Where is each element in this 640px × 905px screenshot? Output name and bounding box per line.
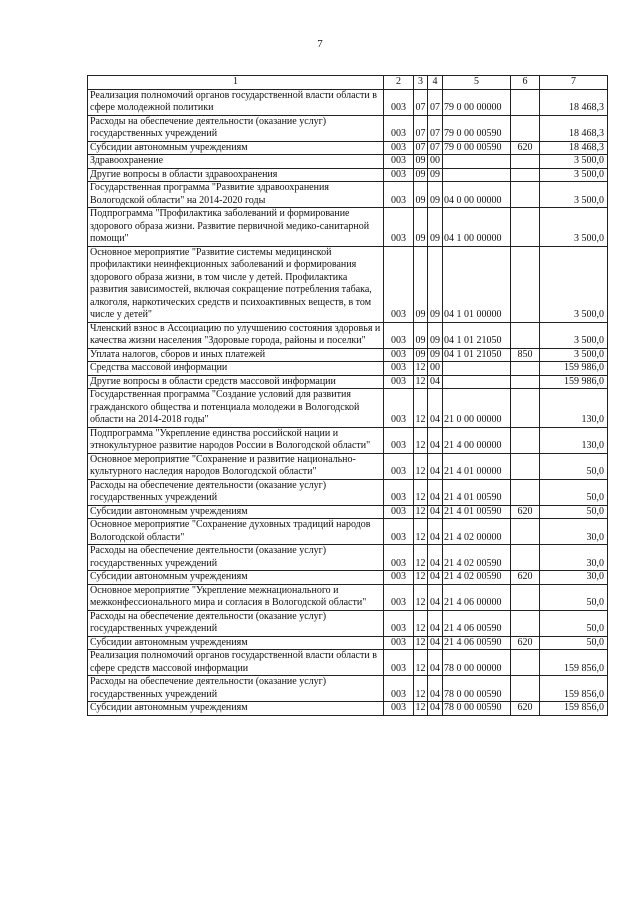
table-row [88, 571, 608, 585]
subsection-cell: 04 [428, 519, 443, 545]
amount-cell: 3 500,0 [540, 246, 608, 322]
section-cell: 12 [414, 519, 428, 545]
subsection-cell: 09 [428, 246, 443, 322]
subsection-cell: 04 [428, 479, 443, 505]
section-cell: 12 [414, 453, 428, 479]
expense-type-cell [511, 246, 540, 322]
target-article-cell: 21 4 06 00590 [443, 610, 511, 636]
row-name-cell: Субсидии автономным учреждениям [88, 571, 384, 585]
admin-code-cell: 003 [384, 155, 414, 169]
subsection-cell: 07 [428, 89, 443, 115]
admin-code-cell: 003 [384, 545, 414, 571]
amount-cell: 50,0 [540, 636, 608, 650]
target-article-cell [443, 155, 511, 169]
row-name-cell: Другие вопросы в области здравоохранения [88, 168, 384, 182]
table-row [88, 182, 608, 208]
section-cell: 09 [414, 246, 428, 322]
row-name-cell: Подпрограмма "Профилактика заболеваний и формирование здорового образа жизни. Развитие первичной медико-санитарной помощи" [88, 208, 384, 247]
amount-cell: 3 500,0 [540, 322, 608, 348]
header-col-5: 5 [443, 76, 511, 90]
table-row [88, 584, 608, 610]
section-cell: 12 [415, 375, 426, 387]
subsection-cell: 04 [428, 389, 443, 428]
target-article-cell: 79 0 00 00590 [443, 141, 511, 155]
row-name-cell: Реализация полномочий органов государственной власти области в сфере молодежной политики [88, 89, 384, 115]
section-cell: 07 [415, 141, 426, 153]
admin-code-cell: 003 [384, 453, 414, 479]
target-article-cell: 79 0 00 00000 [443, 89, 511, 115]
header-col-2: 2 [384, 76, 414, 90]
target-article-cell: 79 0 00 00590 [443, 115, 511, 141]
table-row [88, 89, 608, 115]
section-cell: 12 [414, 427, 428, 453]
table-row [88, 168, 608, 182]
row-name-cell: Основное мероприятие "Сохранение и развитие национально-культурного наследия народов Вологодской области" [88, 453, 384, 479]
admin-code-cell: 003 [384, 676, 414, 702]
target-article-cell: 21 4 00 00000 [443, 427, 511, 453]
row-name-cell: Основное мероприятие "Сохранение духовных традиций народов Вологодской области" [88, 519, 384, 545]
amount-cell: 159 986,0 [540, 362, 608, 376]
section-cell: 09 [415, 168, 426, 180]
table-row [88, 115, 608, 141]
section-cell: 09 [415, 155, 426, 166]
row-name-cell: Расходы на обеспечение деятельности (оказание услуг) государственных учреждений [88, 676, 384, 702]
row-name-cell: Субсидии автономным учреждениям [88, 505, 384, 519]
table-row [88, 208, 608, 247]
target-article-cell: 78 0 00 00590 [443, 702, 511, 716]
row-name-cell: Расходы на обеспечение деятельности (оказание услуг) государственных учреждений [88, 610, 384, 636]
admin-code-cell: 003 [384, 115, 414, 141]
expense-type-cell [511, 89, 540, 115]
section-cell: 12 [415, 571, 426, 582]
admin-code-cell: 003 [384, 505, 414, 519]
target-article-cell: 04 1 00 00000 [443, 208, 511, 247]
admin-code-cell: 003 [384, 702, 414, 716]
row-name-cell: Членский взнос в Ассоциацию по улучшению состояния здоровья и качества жизни населения "Здоровые города, районы и поселки" [88, 322, 384, 348]
section-cell: 12 [415, 702, 426, 713]
subsection-cell: 04 [428, 650, 443, 676]
section-cell: 12 [415, 636, 426, 648]
expense-type-cell [511, 479, 540, 505]
row-name-cell: Другие вопросы в области средств массовой информации [88, 375, 384, 389]
subsection-cell: 04 [428, 702, 443, 716]
admin-code-cell: 003 [384, 322, 414, 348]
subsection-cell: 00 [428, 155, 443, 169]
header-row [88, 76, 608, 90]
section-cell: 09 [414, 208, 428, 247]
admin-code-cell: 003 [384, 584, 414, 610]
subsection-cell: 09 [428, 208, 443, 247]
amount-cell: 3 500,0 [540, 168, 608, 182]
table-row [88, 636, 608, 650]
table-row [88, 519, 608, 545]
table-row [88, 702, 608, 716]
target-article-cell: 04 1 01 21050 [443, 322, 511, 348]
admin-code-cell: 003 [384, 246, 414, 322]
admin-code-cell: 003 [384, 208, 414, 247]
section-cell: 12 [415, 362, 426, 373]
admin-code-cell: 003 [384, 519, 414, 545]
amount-cell: 30,0 [540, 571, 608, 585]
target-article-cell: 04 1 01 00000 [443, 246, 511, 322]
subsection-cell: 04 [428, 584, 443, 610]
amount-cell: 50,0 [540, 453, 608, 479]
target-article-cell: 21 4 06 00590 [443, 636, 511, 650]
expense-type-cell [511, 610, 540, 636]
table-row [88, 650, 608, 676]
row-name-cell: Реализация полномочий органов государственной власти области в сфере средств массовой информации [88, 650, 384, 676]
subsection-cell: 04 [428, 375, 443, 389]
subsection-cell: 09 [428, 168, 443, 182]
row-name-cell: Субсидии автономным учреждениям [88, 702, 384, 716]
expense-type-cell [511, 676, 540, 702]
header-col-7: 7 [540, 76, 608, 90]
target-article-cell: 21 0 00 00000 [443, 389, 511, 428]
row-name-cell: Расходы на обеспечение деятельности (оказание услуг) государственных учреждений [88, 479, 384, 505]
subsection-cell: 04 [428, 571, 443, 585]
amount-cell: 3 500,0 [540, 348, 608, 362]
subsection-cell: 04 [428, 505, 443, 519]
section-cell: 07 [414, 89, 428, 115]
amount-cell: 159 856,0 [540, 702, 608, 716]
target-article-cell [443, 362, 511, 376]
row-name-cell: Средства массовой информации [88, 362, 384, 376]
table-row [88, 427, 608, 453]
expense-type-cell [511, 208, 540, 247]
expense-type-cell: 850 [511, 348, 540, 362]
expense-type-cell: 620 [511, 571, 540, 585]
expense-type-cell [511, 362, 540, 376]
subsection-cell: 09 [428, 348, 443, 362]
expense-type-cell: 620 [511, 702, 540, 716]
section-cell: 09 [414, 322, 428, 348]
amount-cell: 18 468,3 [540, 89, 608, 115]
section-cell: 09 [415, 348, 426, 360]
subsection-cell: 09 [428, 182, 443, 208]
admin-code-cell: 003 [384, 427, 414, 453]
subsection-cell: 04 [428, 545, 443, 571]
subsection-cell: 04 [428, 636, 443, 650]
target-article-cell: 21 4 01 00590 [443, 505, 511, 519]
admin-code-cell: 003 [384, 182, 414, 208]
section-cell: 12 [414, 676, 428, 702]
target-article-cell: 78 0 00 00000 [443, 650, 511, 676]
table-row [88, 141, 608, 155]
expense-type-cell [511, 389, 540, 428]
target-article-cell [443, 168, 511, 182]
admin-code-cell: 003 [384, 610, 414, 636]
amount-cell: 159 986,0 [540, 375, 608, 389]
table-row [88, 322, 608, 348]
table-body [88, 89, 608, 715]
row-name-cell: Государственная программа "Развитие здравоохранения Вологодской области" на 2014-2020 годы [88, 182, 384, 208]
admin-code-cell: 003 [384, 375, 414, 389]
amount-cell: 159 856,0 [540, 676, 608, 702]
amount-cell: 130,0 [540, 389, 608, 428]
target-article-cell: 21 4 01 00590 [443, 479, 511, 505]
expense-type-cell [511, 155, 540, 169]
row-name-cell: Расходы на обеспечение деятельности (оказание услуг) государственных учреждений [88, 545, 384, 571]
admin-code-cell: 003 [384, 389, 414, 428]
amount-cell: 18 468,3 [540, 141, 608, 155]
admin-code-cell: 003 [384, 650, 414, 676]
admin-code-cell: 003 [384, 141, 414, 155]
target-article-cell: 78 0 00 00590 [443, 676, 511, 702]
table-row [88, 545, 608, 571]
amount-cell: 3 500,0 [540, 208, 608, 247]
expense-type-cell: 620 [511, 141, 540, 155]
section-cell: 12 [414, 545, 428, 571]
table-row [88, 389, 608, 428]
row-name-cell: Субсидии автономным учреждениям [88, 141, 384, 155]
table-row [88, 348, 608, 362]
expense-type-cell [511, 545, 540, 571]
table-row [88, 362, 608, 376]
expense-type-cell [511, 168, 540, 182]
expense-type-cell [511, 322, 540, 348]
section-cell: 12 [414, 479, 428, 505]
admin-code-cell: 003 [384, 479, 414, 505]
admin-code-cell: 003 [384, 168, 414, 182]
amount-cell: 3 500,0 [540, 155, 608, 169]
target-article-cell: 04 1 01 21050 [443, 348, 511, 362]
expense-type-cell [511, 519, 540, 545]
expense-type-cell: 620 [511, 505, 540, 519]
subsection-cell: 00 [428, 362, 443, 376]
table-row [88, 505, 608, 519]
table-row [88, 676, 608, 702]
target-article-cell: 21 4 02 00590 [443, 545, 511, 571]
expense-type-cell [511, 375, 540, 389]
subsection-cell: 04 [428, 453, 443, 479]
admin-code-cell: 003 [384, 362, 414, 376]
page-number: 7 [317, 38, 323, 50]
header-col-6: 6 [511, 76, 540, 90]
subsection-cell: 07 [428, 141, 443, 155]
expense-type-cell [511, 427, 540, 453]
target-article-cell: 04 0 00 00000 [443, 182, 511, 208]
amount-cell: 130,0 [540, 427, 608, 453]
amount-cell: 50,0 [540, 584, 608, 610]
row-name-cell: Здравоохранение [88, 155, 384, 169]
subsection-cell: 07 [428, 115, 443, 141]
expense-type-cell [511, 182, 540, 208]
admin-code-cell: 003 [384, 89, 414, 115]
target-article-cell [443, 375, 511, 389]
header-col-3: 3 [414, 76, 428, 90]
section-cell: 12 [415, 505, 426, 517]
row-name-cell: Основное мероприятие "Укрепление межнационального и межконфессионального мира и согласия в Вологодской области" [88, 584, 384, 610]
amount-cell: 30,0 [540, 545, 608, 571]
section-cell: 07 [414, 115, 428, 141]
subsection-cell: 04 [428, 610, 443, 636]
expense-type-cell [511, 453, 540, 479]
target-article-cell: 21 4 06 00000 [443, 584, 511, 610]
amount-cell: 50,0 [540, 610, 608, 636]
subsection-cell: 09 [428, 322, 443, 348]
expense-type-cell [511, 115, 540, 141]
expense-type-cell [511, 650, 540, 676]
header-col-4: 4 [428, 76, 443, 90]
admin-code-cell: 003 [384, 571, 414, 585]
admin-code-cell: 003 [384, 636, 414, 650]
amount-cell: 50,0 [540, 479, 608, 505]
row-name-cell: Государственная программа "Создание условий для развития гражданского общества и потенциала молодежи в Вологодской области на 2014-2018 годы" [88, 389, 384, 428]
row-name-cell: Субсидии автономным учреждениям [88, 636, 384, 650]
table-row [88, 155, 608, 169]
target-article-cell: 21 4 02 00590 [443, 571, 511, 585]
row-name-cell: Расходы на обеспечение деятельности (оказание услуг) государственных учреждений [88, 115, 384, 141]
budget-table [87, 75, 608, 716]
target-article-cell: 21 4 02 00000 [443, 519, 511, 545]
section-cell: 09 [414, 182, 428, 208]
amount-cell: 50,0 [540, 505, 608, 519]
amount-cell: 3 500,0 [540, 182, 608, 208]
target-article-cell: 21 4 01 00000 [443, 453, 511, 479]
table-row [88, 610, 608, 636]
amount-cell: 18 468,3 [540, 115, 608, 141]
admin-code-cell: 003 [384, 348, 414, 362]
subsection-cell: 04 [428, 427, 443, 453]
table-row [88, 479, 608, 505]
row-name-cell: Основное мероприятие "Развитие системы медицинской профилактики неинфекционных заболеваний и формирования здорового образа жизни, в том числе у детей. Профилактика развития зависимостей, включая сокращение потребления табака, алкоголя, наркотических средств и психоактивных веществ, в том числе у детей" [88, 246, 384, 322]
expense-type-cell: 620 [511, 636, 540, 650]
row-name-cell: Подпрограмма "Укрепление единства российской нации и этнокультурное развитие народов России в Вологодской области" [88, 427, 384, 453]
section-cell: 12 [414, 584, 428, 610]
section-cell: 12 [414, 389, 428, 428]
table-row [88, 375, 608, 389]
amount-cell: 30,0 [540, 519, 608, 545]
subsection-cell: 04 [428, 676, 443, 702]
row-name-cell: Уплата налогов, сборов и иных платежей [88, 348, 384, 362]
section-cell: 12 [414, 650, 428, 676]
table-row [88, 246, 608, 322]
section-cell: 12 [414, 610, 428, 636]
expense-type-cell [511, 584, 540, 610]
amount-cell: 159 856,0 [540, 650, 608, 676]
table-row [88, 453, 608, 479]
header-col-1: 1 [88, 76, 384, 90]
